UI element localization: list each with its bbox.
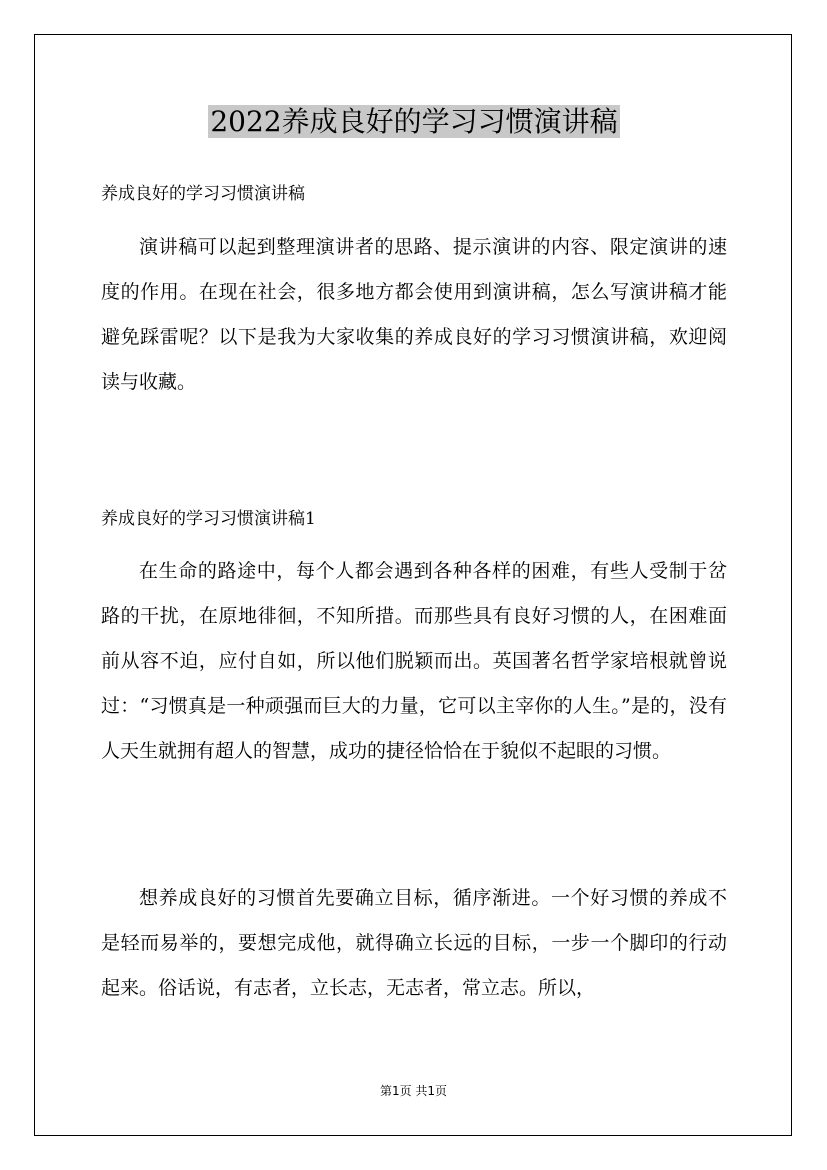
intro-paragraph: 演讲稿可以起到整理演讲者的思路、提示演讲的内容、限定演讲的速度的作用。在现在社会，很多地方都会使用到演讲稿，怎么写演讲稿才能避免踩雷呢？以下是我为大家收集的养成良好的学习习惯演讲稿，欢迎阅读与收藏。 xyxy=(101,236,727,393)
subtitle-heading: 养成良好的学习习惯演讲稿 xyxy=(101,184,305,204)
section1-heading: 养成良好的学习习惯演讲稿1 xyxy=(101,509,316,529)
page-number-footer: 第1页 共1页 xyxy=(379,1084,448,1098)
section1-paragraph-2: 想养成良好的习惯首先要确立目标，循序渐进。一个好习惯的养成不是轻而易举的，要想完成他，就得确立长远的目标，一步一个脚印的行动起来。俗话说，有志者，立长志，无志者，常立志。所以， xyxy=(101,887,727,999)
document-title-text: 2022养成良好的学习习惯演讲稿 xyxy=(210,105,618,138)
document-title xyxy=(101,98,727,146)
section1-paragraph-1: 在生命的路途中，每个人都会遇到各种各样的困难，有些人受制于岔路的干扰，在原地徘徊，不知所措。而那些具有良好习惯的人，在困难面前从容不迫，应付自如，所以他们脱颖而出。英国著名哲学家培根就曾说过：“习惯真是一种顽强而巨大的力量，它可以主宰你的人生。”是的，没有人天生就拥有超人的智慧，成功的捷径恰恰在于貌似不起眼的习惯。 xyxy=(101,560,727,762)
